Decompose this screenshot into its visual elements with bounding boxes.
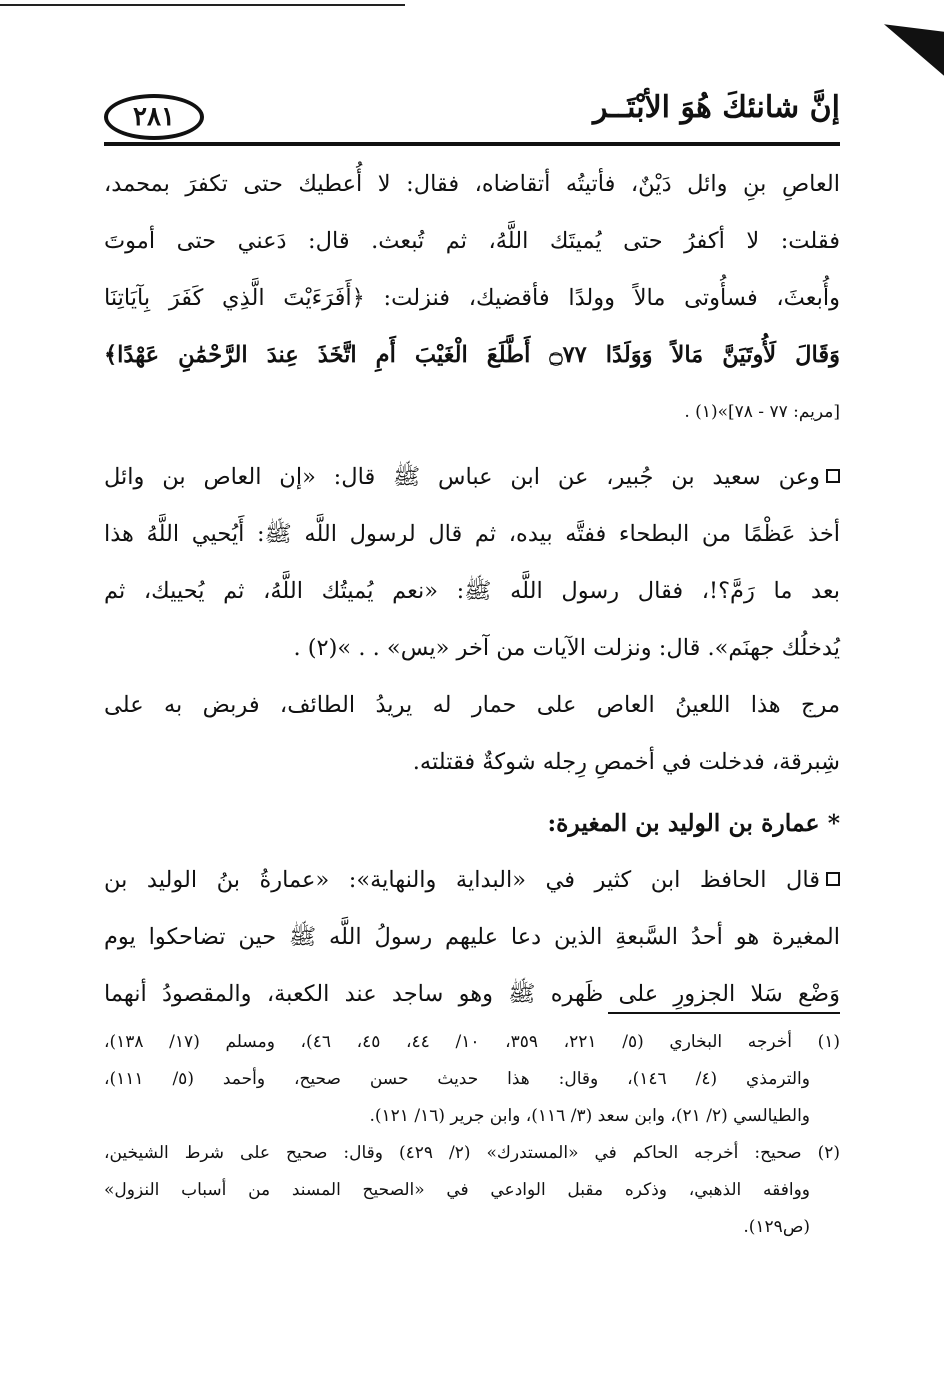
paragraph-4 [104,852,840,1023]
footnote-line: والطيالسي (٢/ ٢١)، وابن سعد (٣/ ١١٦)، وابن جرير (١٦/ ١٢١). [369,1106,810,1126]
running-title: إنَّ شانئكَ هُوَ الأبْتَــر [593,90,840,125]
footnote-line: (١) أخرجه البخاري (٥/ ٢٢١، ٣٥٩، ١٠/ ٤٤، ٤٥، ٤٦)، ومسلم (١٧/ ١٣٨)، [104,1032,841,1052]
text-line: العاصِ بنِ وائل دَيْنٌ، فأتيتُه أتقاضاه، فقال: لا أُعطيك حتى تكفرَ بمحمد، [104,171,840,197]
square-bullet-icon [826,872,840,886]
quran-verse-line: وَقَالَ لَأُوتَيَنَّ مَالاً وَوَلَدًا ۝٧٧ أَطَّلَعَ الْغَيْبَ أَمِ اتَّخَذَ عِندَ الرَّحْمَٰنِ عَهْدًا﴾ [104,342,841,368]
text-line: شِبرقة، فدخلت في أخمصِ رِجله شوكةٌ فقتلته. [412,749,840,775]
paragraph-1 [104,156,840,441]
text-line-content: وعن سعيد بن جُبير، عن ابن عباس ﷺ قال: «إن العاص بن وائل [104,464,820,490]
footnote-line: (٢) صحيح: أخرجه الحاكم في «المستدرك» (٢/ ٤٢٩) وقال: صحيح على شرط الشيخين، [104,1143,840,1163]
main-text [104,156,840,1023]
top-edge-rule [0,4,405,6]
footnote-line: والترمذي (٤/ ١٤٦)، وقال: هذا حديث حسن صحيح، وأحمد (٥/ ١١١)، [104,1069,810,1089]
verse-reference: [مريم: ٧٧ - ٧٨]»(١) . [684,402,840,422]
text-line: فقلت: لا أكفرُ حتى يُميتَك اللَّهُ، ثم تُبعث. قال: دَعني حتى أموتَ [104,228,840,254]
header-rule [104,142,840,146]
text-line: وأُبعثَ، فسأُوتى مالاً وولدًا فأقضيك، فنزلت: ﴿أَفَرَءَيْتَ الَّذِي كَفَرَ بِآيَاتِنَا [104,285,840,311]
page-header [104,86,840,150]
paragraph-3 [104,677,840,791]
section-heading: * عمارة بن الوليد بن المغيرة: [547,809,840,837]
square-bullet-icon [826,469,840,483]
corner-mark [884,12,944,75]
paragraph-2 [104,449,840,677]
footnote-1 [104,1024,840,1135]
text-line: المغيرة هو أحدُ السَّبعةِ الذين دعا عليهم رسولُ اللَّه ﷺ حين تضاحكوا يوم [104,924,840,950]
text-line: يُدخلُك جهنَم». قال: ونزلت الآيات من آخر «يس» . . »(٢) . [293,635,840,661]
text-line: بعد ما رَمَّ؟!، فقال رسول اللَّه ﷺ: «نعم يُميتُك اللَّهُ، ثم يُحييك، ثم [104,578,840,604]
page-number: ٢٨١ [104,94,204,140]
text-line: وَضْع سَلا الجزورِ على ظَهره ﷺ وهو ساجد عند الكعبة، والمقصودُ أنهما [104,981,840,1007]
text-line: أخذ عَظْمًا من البطحاء ففتَّه بيده، ثم قال لرسول اللَّه ﷺ: أَيُحيي اللَّهُ هذا [104,521,840,547]
text-line [104,852,840,909]
footnote-separator [608,1012,840,1014]
footnote-line: ووافقه الذهبي، وذكره مقبل الوادعي في «الصحيح المسند من أسباب النزول» [104,1180,810,1200]
footnote-line: (ص١٢٩). [743,1217,810,1237]
text-line-content: قال الحافظ ابن كثير في «البداية والنهاية»: «عمارةُ بنُ الوليد بن [104,867,820,893]
text-line [104,449,840,506]
footnote-2 [104,1135,840,1246]
footnotes [104,1024,840,1246]
text-line: مرج هذا اللعينُ العاص على حمار له يريدُ الطائف، فربض به على [104,692,840,718]
